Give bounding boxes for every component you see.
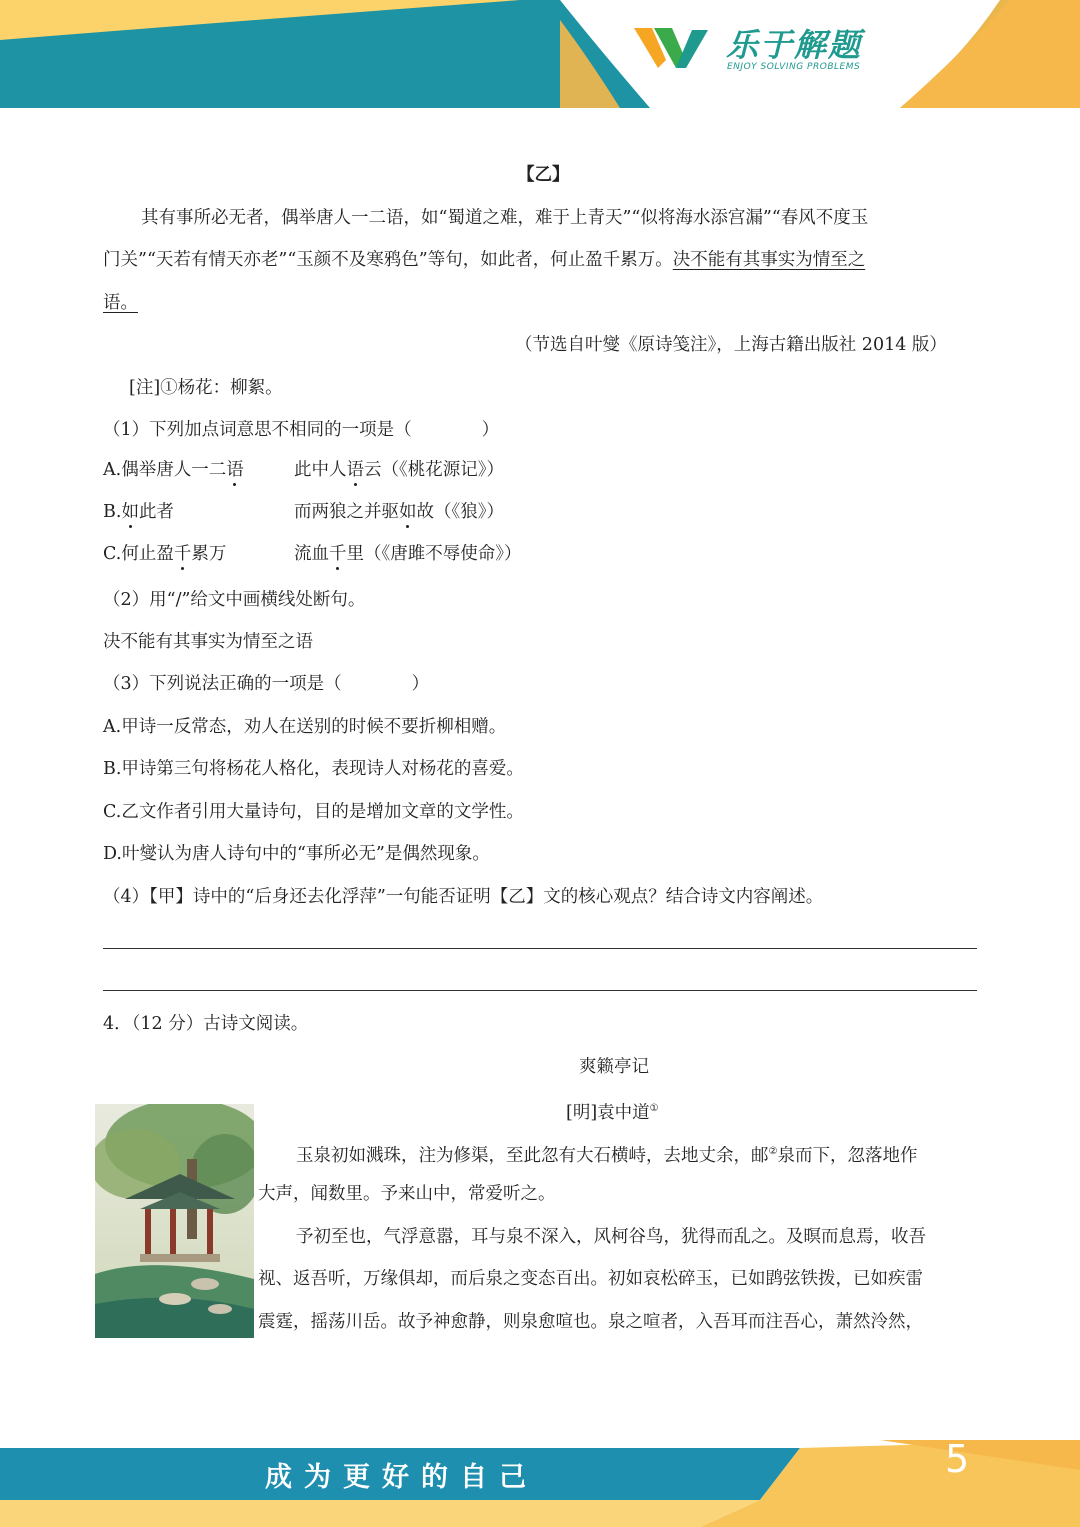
header-banner [0, 0, 1080, 112]
answer-line[interactable] [103, 948, 977, 949]
essay-line: 玉泉初如溅珠，注为修渠，至此忽有大石横峙，去地丈余，邮②泉而下，忽落地作 [296, 1145, 918, 1166]
passage-heading: 【乙】 [517, 165, 570, 185]
essay-author: [明]袁中道① [566, 1102, 659, 1123]
passage-line: 其有事所必无者，偶举唐人一二语，如“蜀道之难，难于上青天”“似将海水添宫漏”“春风不度玉 [141, 208, 869, 228]
essay-line: 大声，闻数里。予来山中，常爱听之。 [258, 1184, 556, 1204]
logo-text: 乐于解题 [726, 26, 863, 64]
underlined-text: 语。 [103, 293, 138, 313]
passage-note: [注]①杨花：柳絮。 [129, 378, 283, 398]
option: A.偶举唐人一二语 [103, 460, 244, 480]
passage-source: （节选自叶燮《原诗笺注》，上海古籍出版社 2014 版） [515, 335, 947, 355]
question-stem: （3）下列说法正确的一项是（ ） [103, 674, 430, 694]
option-pair: 而两狼之并驱如故（《狼》） [294, 502, 504, 522]
page-number: 5 [945, 1437, 970, 1481]
logo-subtitle: ENJOY SOLVING PROBLEMS [727, 62, 861, 72]
essay-title: 爽籁亭记 [579, 1057, 649, 1077]
option: B.甲诗第三句将杨花人格化，表现诗人对杨花的喜爱。 [103, 759, 524, 779]
passage-text: 门关”“天若有情天亦老”“玉颜不及寒鸦色”等句，如此者，何止盈千累万。 [103, 250, 673, 270]
footer-slogan: 成为更好的自己 [265, 1462, 538, 1493]
option-pair: 此中人语云（《桃花源记》） [294, 460, 504, 480]
passage-line [103, 248, 865, 272]
section-heading: 4．（12 分）古诗文阅读。 [103, 1014, 309, 1034]
option: B.如此者 [103, 502, 174, 522]
footer-banner [0, 1440, 1080, 1527]
essay-line: 震霆，摇荡川岳。故予神愈静，则泉愈喧也。泉之喧者，入吾耳而注吾心，萧然泠然， [258, 1312, 923, 1332]
essay-line: 视、返吾听，万缘俱却，而后泉之变态百出。初如哀松碎玉，已如鹍弦铁拨，已如疾雷 [258, 1269, 923, 1289]
question-stem: （2）用“/”给文中画横线处断句。 [103, 590, 366, 610]
option: C.乙文作者引用大量诗句，目的是增加文章的文学性。 [103, 802, 524, 822]
option: A.甲诗一反常态，劝人在送别的时候不要折柳相赠。 [103, 717, 507, 737]
essay-line: 予初至也，气浮意嚣，耳与泉不深入，风柯谷鸟，犹得而乱之。及暝而息焉，收吾 [296, 1227, 926, 1247]
answer-line[interactable] [103, 990, 977, 991]
option-pair: 流血千里（《唐雎不辱使命》） [294, 544, 522, 564]
question-stem: （1）下列加点词意思不相同的一项是（ ） [103, 420, 500, 440]
option: D.叶燮认为唐人诗句中的“事所必无”是偶然现象。 [103, 844, 490, 864]
pavilion-illustration [95, 1104, 254, 1338]
underlined-text: 决不能有其事实为情至之 [672, 250, 866, 270]
option: C.何止盈千累万 [103, 544, 227, 564]
question-text: 决不能有其事实为情至之语 [103, 632, 313, 652]
question-stem: （4）【甲】诗中的“后身还去化浮萍”一句能否证明【乙】文的核心观点？结合诗文内容阐述。 [103, 887, 824, 907]
logo-icon [632, 22, 722, 72]
